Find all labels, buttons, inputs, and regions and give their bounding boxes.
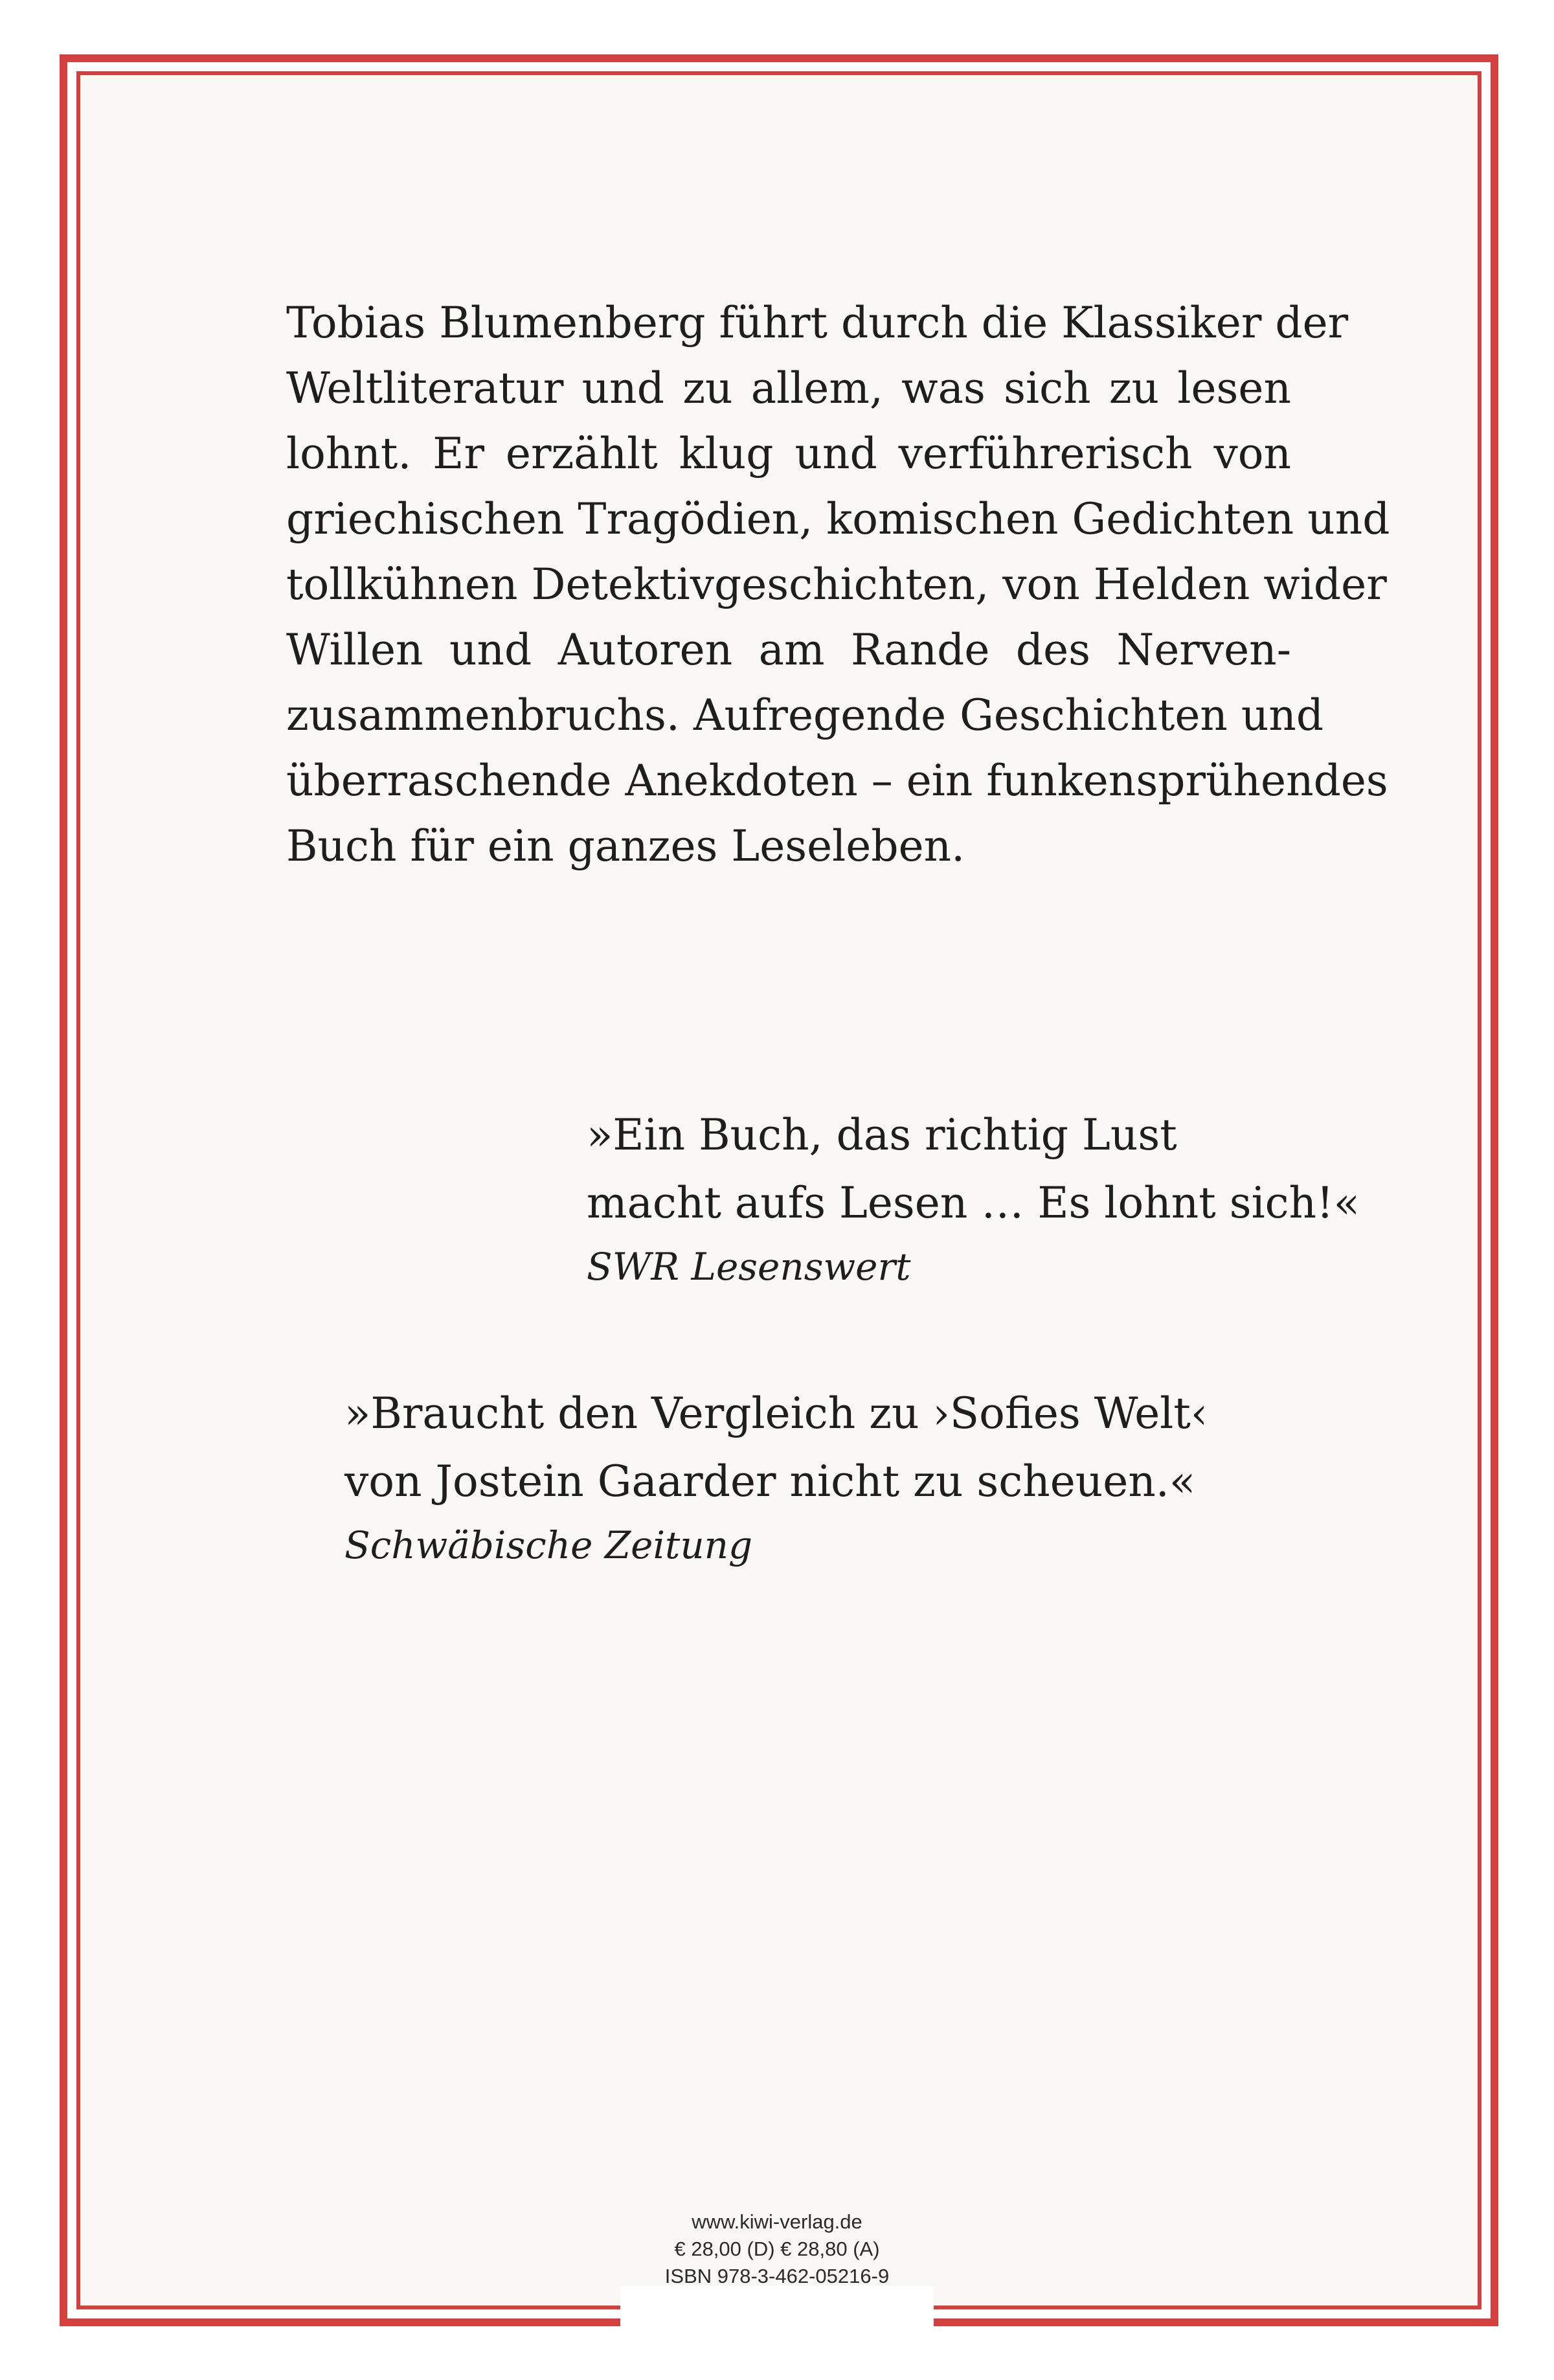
isbn: ISBN 978-3-462-05216-9 [664, 2265, 890, 2287]
blurb-line: Willen und Autoren am Rande des Nerven- [286, 625, 1291, 675]
border-gap [620, 2286, 934, 2344]
blurb-line: griechischen Tragödien, komischen Gedichten und [286, 494, 1390, 544]
blurb-line: Buch für ein ganzes Leseleben. [286, 821, 965, 871]
publisher-imprint [583, 2208, 971, 2290]
price: € 28,00 (D) € 28,80 (A) [674, 2238, 880, 2260]
blurb-line: überraschende Anekdoten – ein funkensprühendes [286, 756, 1388, 806]
review-quote-swr [587, 1101, 1360, 1297]
quote-source: Schwäbische Zeitung [344, 1523, 753, 1567]
blurb-text [286, 290, 1390, 879]
blurb-line: Weltliteratur und zu allem, was sich zu lesen [286, 363, 1291, 413]
publisher-website: www.kiwi-verlag.de [692, 2210, 862, 2233]
quote-source: SWR Lesenswert [587, 1245, 911, 1289]
review-quote-schwaebische [344, 1379, 1208, 1575]
quote-line: »Braucht den Vergleich zu ›Sofies Welt‹ [344, 1388, 1208, 1438]
quote-line: »Ein Buch, das richtig Lust [587, 1110, 1177, 1160]
blurb-line: tollkühnen Detektivgeschichten, von Helden wider [286, 560, 1387, 609]
blurb-line: Tobias Blumenberg führt durch die Klassiker der [286, 298, 1349, 348]
blurb-line: zusammenbruchs. Aufregende Geschichten und [286, 690, 1324, 740]
blurb-line: lohnt. Er erzählt klug und verführerisch von [286, 429, 1291, 479]
quote-line: von Jostein Gaarder nicht zu scheuen.« [344, 1456, 1196, 1506]
quote-line: macht aufs Lesen … Es lohnt sich!« [587, 1178, 1360, 1228]
